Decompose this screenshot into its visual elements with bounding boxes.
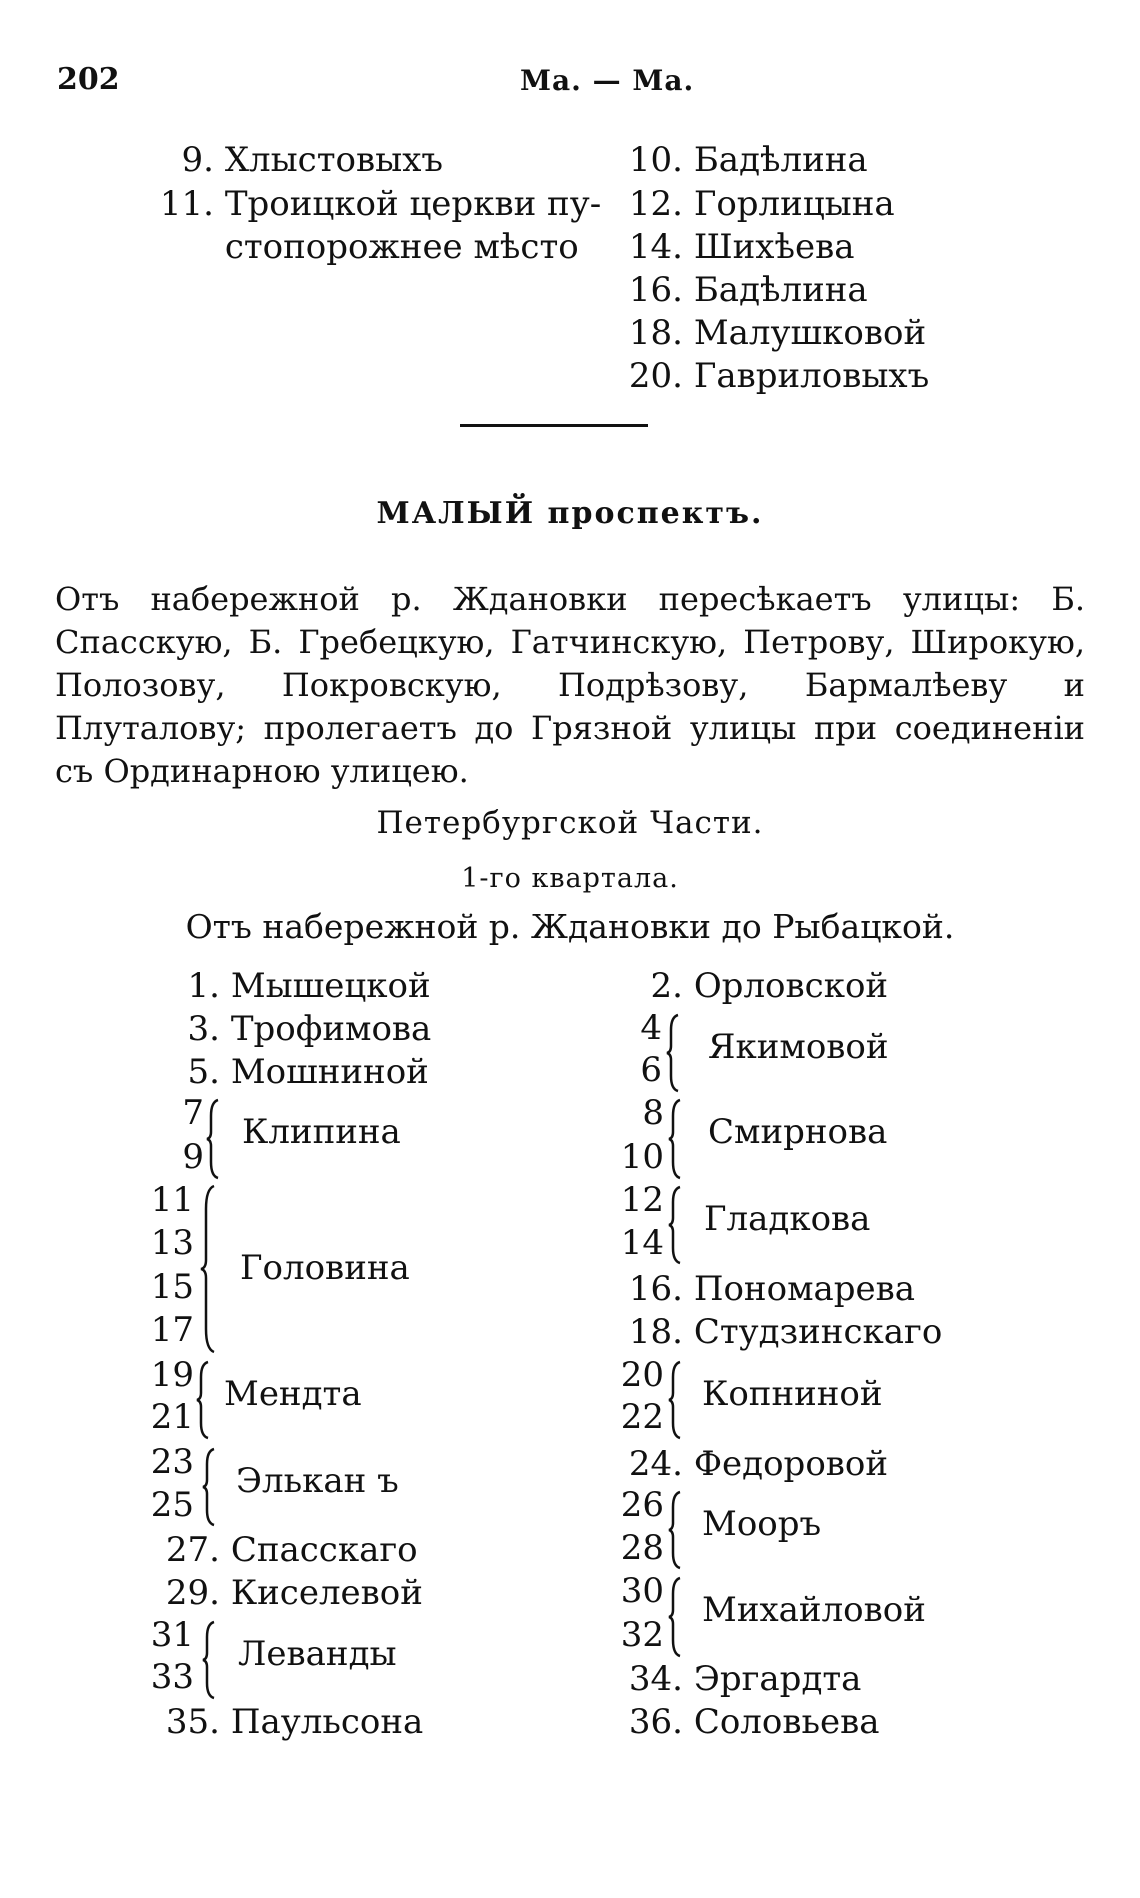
list-item: 11. Троицкой церкви пу-: [159, 184, 602, 224]
house-owner: Смирнова: [708, 1112, 888, 1152]
house-number: 11: [150, 1180, 194, 1220]
house-entry: 35. Паульсона: [165, 1702, 424, 1742]
list-item: 16. Бадѣлина: [628, 270, 868, 310]
section-divider: [460, 424, 648, 427]
house-owner: Михайловой: [702, 1590, 926, 1630]
segment-heading: Отъ набережной р. Ждановки до Рыбацкой.: [185, 907, 955, 946]
brace-icon: [202, 1620, 218, 1700]
street-description: Отъ набережной р. Ждановки пересѣкаетъ улицы: Б. Спасскую, Б. Гребецкую, Гатчинскую, Петрову, Широкую, Полозову, Покровскую, Подрѣзову, Бармалѣеву и Плуталову; пролегаетъ до Грязной улицы при соединенiи съ Ординарною улицею.: [55, 580, 1085, 790]
house-number: 33: [150, 1657, 194, 1697]
house-number: 26: [620, 1485, 664, 1525]
house-entry: 16. Пономарева: [628, 1269, 916, 1309]
district-heading: Петербургской Части.: [376, 805, 764, 841]
house-number: 22: [620, 1397, 664, 1437]
house-number: 7: [182, 1093, 204, 1133]
house-number: 31: [150, 1615, 194, 1655]
list-item: 12. Горлицына: [628, 184, 895, 224]
house-number: 9: [182, 1137, 204, 1177]
house-number: 15: [150, 1267, 194, 1307]
house-entry: 2. Орловской: [650, 966, 889, 1006]
house-number: 17: [150, 1310, 194, 1350]
brace-icon: [196, 1360, 212, 1440]
house-entry: 34. Эргардта: [628, 1659, 862, 1699]
brace-icon: [206, 1098, 222, 1180]
house-number: 6: [640, 1050, 662, 1090]
house-entry: 1. Мышецкой: [187, 966, 431, 1006]
brace-icon: [668, 1098, 684, 1180]
house-entry: 18. Студзинскаго: [628, 1312, 943, 1352]
house-owner: Якимовой: [708, 1027, 889, 1067]
house-number: 12: [620, 1180, 664, 1220]
house-entry: 5. Мошниной: [187, 1052, 429, 1092]
list-item: 10. Бадѣлина: [628, 140, 868, 180]
house-number: 13: [150, 1223, 194, 1263]
house-owner: Головина: [240, 1248, 410, 1288]
house-owner: Мооръ: [702, 1504, 822, 1544]
brace-icon: [668, 1576, 684, 1658]
page-number: 202: [57, 62, 120, 97]
section-title: МАЛЫЙ проспектъ.: [376, 496, 764, 531]
house-owner: Леванды: [238, 1634, 397, 1674]
brace-icon: [668, 1360, 684, 1440]
brace-icon: [202, 1447, 218, 1527]
brace-icon: [666, 1013, 682, 1093]
house-owner: Мендта: [224, 1374, 362, 1414]
house-number: 21: [150, 1397, 194, 1437]
house-number: 4: [640, 1008, 662, 1048]
list-item: 18. Малушковой: [628, 313, 927, 353]
house-entry: 27. Спасскаго: [165, 1530, 418, 1570]
house-number: 30: [620, 1571, 664, 1611]
house-entry: 3. Трофимова: [187, 1009, 432, 1049]
house-number: 25: [150, 1485, 194, 1525]
house-owner: Элькан ъ: [236, 1461, 399, 1501]
house-owner: Гладкова: [704, 1199, 871, 1239]
brace-icon: [668, 1185, 684, 1265]
house-number: 23: [150, 1442, 194, 1482]
house-number: 8: [642, 1093, 664, 1133]
house-number: 28: [620, 1528, 664, 1568]
house-entry: 29. Киселевой: [165, 1573, 423, 1613]
running-head: Ма. — Ма.: [520, 64, 695, 97]
brace-icon: [668, 1490, 684, 1570]
quarter-heading: 1-го квартала.: [461, 863, 679, 894]
brace-icon: [200, 1184, 218, 1354]
house-number: 32: [620, 1615, 664, 1655]
list-item: 20. Гавриловыхъ: [628, 356, 930, 396]
house-owner: Копниной: [702, 1374, 883, 1414]
house-entry: 24. Федоровой: [628, 1444, 889, 1484]
house-owner: Клипина: [242, 1112, 401, 1152]
house-number: 19: [150, 1355, 194, 1395]
house-number: 20: [620, 1355, 664, 1395]
house-number: 14: [620, 1223, 664, 1263]
list-item: 14. Шихѣева: [628, 227, 855, 267]
list-item: стопорожнее мѣсто: [224, 227, 579, 267]
list-item: 9. Хлыстовыхъ: [181, 140, 444, 180]
house-entry: 36. Соловьева: [628, 1702, 880, 1742]
house-number: 10: [620, 1137, 664, 1177]
